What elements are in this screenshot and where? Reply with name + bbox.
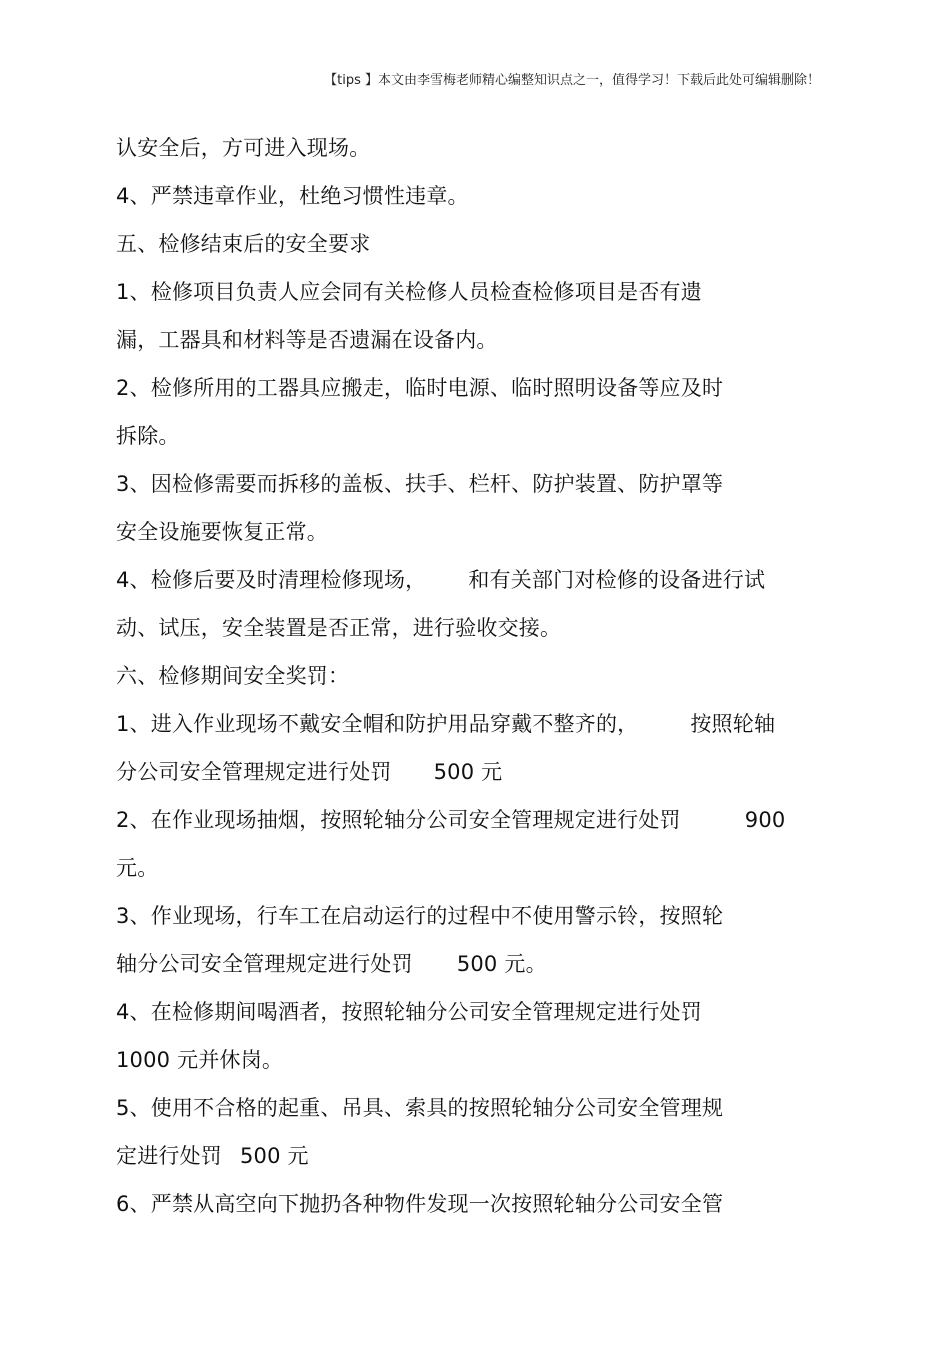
line-text: 500 元。 xyxy=(456,952,547,976)
line-text: 分公司安全管理规定进行处罚 xyxy=(116,760,392,784)
line-text: 500 元 xyxy=(433,760,503,784)
doc-line xyxy=(116,1036,856,1084)
doc-line xyxy=(116,940,856,988)
doc-line xyxy=(116,988,856,1036)
line-text: 3、因检修需要而拆移的盖板、扶手、栏杆、防护装置、防护罩等 xyxy=(116,472,724,496)
line-text: 漏，工器具和材料等是否遗漏在设备内。 xyxy=(116,328,498,352)
line-text: 拆除。 xyxy=(116,424,180,448)
doc-line xyxy=(116,796,856,844)
line-text: 900 xyxy=(744,808,786,832)
document-body xyxy=(116,124,856,1228)
doc-line xyxy=(116,1132,856,1180)
line-text: 轴分公司安全管理规定进行处罚 xyxy=(116,952,413,976)
doc-line xyxy=(116,556,856,604)
doc-line xyxy=(116,1084,856,1132)
line-text: 2、在作业现场抽烟，按照轮轴分公司安全管理规定进行处罚 xyxy=(116,808,681,832)
line-text: 1、检修项目负责人应会同有关检修人员检查检修项目是否有遗 xyxy=(116,280,702,304)
line-text: 认安全后，方可进入现场。 xyxy=(116,136,371,160)
doc-line xyxy=(116,508,856,556)
line-text: 4、在检修期间喝酒者，按照轮轴分公司安全管理规定进行处罚 xyxy=(116,1000,702,1024)
line-text: 动、试压，安全装置是否正常，进行验收交接。 xyxy=(116,616,562,640)
doc-line xyxy=(116,124,856,172)
doc-line xyxy=(116,1180,856,1228)
doc-line xyxy=(116,748,856,796)
section-heading xyxy=(116,220,856,268)
line-text: 和有关部门对检修的设备进行试 xyxy=(468,568,766,592)
doc-line xyxy=(116,604,856,652)
doc-line xyxy=(116,316,856,364)
doc-line xyxy=(116,172,856,220)
doc-line xyxy=(116,892,856,940)
doc-line xyxy=(116,412,856,460)
line-text: 1000 元并休岗。 xyxy=(116,1048,284,1072)
line-text: 6、严禁从高空向下抛扔各种物件发现一次按照轮轴分公司安全管 xyxy=(116,1192,724,1216)
line-text: 2、检修所用的工器具应搬走，临时电源、临时照明设备等应及时 xyxy=(116,376,724,400)
line-text: 3、作业现场，行车工在启动运行的过程中不使用警示铃，按照轮 xyxy=(116,904,724,928)
line-text: 按照轮轴 xyxy=(690,712,776,736)
line-text: 五、检修结束后的安全要求 xyxy=(116,232,371,256)
line-text: 安全设施要恢复正常。 xyxy=(116,520,328,544)
line-text: 4、严禁违章作业，杜绝习惯性违章。 xyxy=(116,184,469,208)
line-text: 元。 xyxy=(116,856,159,880)
line-text: 1、进入作业现场不戴安全帽和防护用品穿戴不整齐的， xyxy=(116,712,639,736)
section-heading xyxy=(116,652,856,700)
line-text: 六、检修期间安全奖罚： xyxy=(116,664,350,688)
doc-line xyxy=(116,268,856,316)
doc-line xyxy=(116,460,856,508)
doc-line xyxy=(116,364,856,412)
line-text: 定进行处罚 xyxy=(116,1144,222,1168)
line-text: 4、检修后要及时清理检修现场， xyxy=(116,568,427,592)
doc-line xyxy=(116,844,856,892)
line-text: 500 元 xyxy=(240,1144,309,1168)
header-tips-note: 【tips 】本文由李雪梅老师精心编整知识点之一，值得学习！下载后此处可编辑删除！ xyxy=(324,73,820,88)
doc-line xyxy=(116,700,856,748)
line-text: 5、使用不合格的起重、吊具、索具的按照轮轴分公司安全管理规 xyxy=(116,1096,724,1120)
